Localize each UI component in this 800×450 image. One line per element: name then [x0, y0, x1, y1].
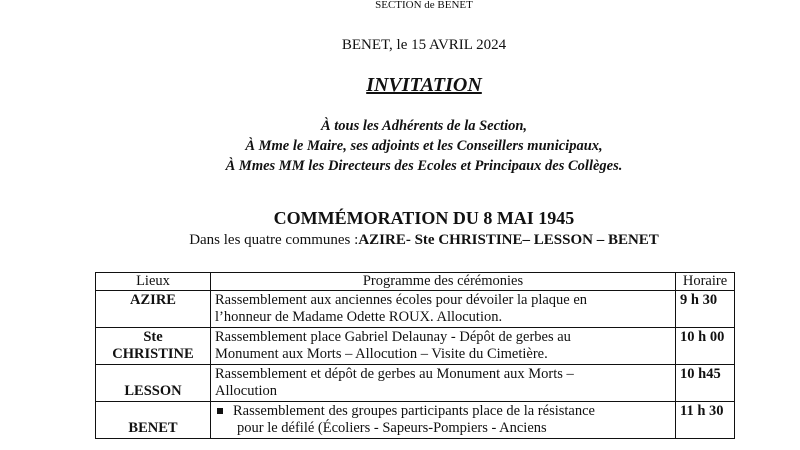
program-cell — [211, 365, 676, 402]
place-line: CHRISTINE — [112, 346, 194, 362]
program-line: Allocution — [215, 383, 278, 399]
time-cell: 9 h 30 — [676, 291, 735, 328]
table-row — [96, 328, 735, 365]
addressee-line: À Mme le Maire, ses adjoints et les Conseillers municipaux, — [245, 138, 603, 154]
table-row — [96, 365, 735, 402]
page-title: INVITATION — [366, 74, 482, 96]
place-cell: LESSON — [96, 365, 211, 402]
program-line: Rassemblement aux anciennes écoles pour dévoiler la plaque en — [215, 292, 588, 308]
addressee-line: À tous les Adhérents de la Section, — [320, 118, 528, 134]
letter-date: BENET, le 15 AVRIL 2024 — [341, 37, 507, 53]
program-cell — [211, 291, 676, 328]
bullet-icon — [217, 408, 223, 414]
program-cell — [211, 328, 676, 365]
table-row — [96, 291, 735, 328]
ceremony-table — [95, 272, 735, 439]
addressee-line: À Mmes MM les Directeurs des Ecoles et Principaux des Collèges. — [225, 158, 623, 174]
section-name: SECTION de BENET — [375, 0, 473, 11]
program-cell — [211, 402, 676, 439]
time-cell: 10 h 00 — [676, 328, 735, 365]
time-cell: 10 h45 — [676, 365, 735, 402]
program-line: Monument aux Morts – Allocution – Visite du Cimetière. — [215, 346, 548, 362]
commemoration-subtitle — [0, 232, 800, 249]
time-cell: 11 h 30 — [676, 402, 735, 439]
program-line: l’honneur de Madame Odette ROUX. Allocution. — [215, 309, 503, 325]
place-line: Ste — [143, 329, 163, 345]
table-header-row — [96, 273, 735, 291]
table-row — [96, 402, 735, 439]
commemoration-communes: AZIRE- Ste CHRISTINE– LESSON – BENET — [358, 232, 659, 248]
program-line: Rassemblement et dépôt de gerbes au Monument aux Morts – — [215, 366, 574, 382]
commemoration-intro: Dans les quatre communes : — [189, 232, 359, 248]
place-cell: AZIRE — [96, 291, 211, 328]
column-header: Horaire — [676, 273, 735, 291]
column-header: Programme des cérémonies — [211, 273, 676, 291]
program-line: Rassemblement place Gabriel Delaunay - Dépôt de gerbes au — [215, 329, 571, 345]
program-line: pour le défilé (Écoliers - Sapeurs-Pompiers - Anciens — [237, 420, 547, 436]
program-text: Rassemblement des groupes participants place de la résistance — [233, 403, 595, 419]
column-header: Lieux — [96, 273, 211, 291]
commemoration-title: COMMÉMORATION DU 8 MAI 1945 — [273, 208, 575, 228]
program-line — [215, 403, 671, 420]
place-cell: BENET — [96, 402, 211, 439]
place-cell — [96, 328, 211, 365]
